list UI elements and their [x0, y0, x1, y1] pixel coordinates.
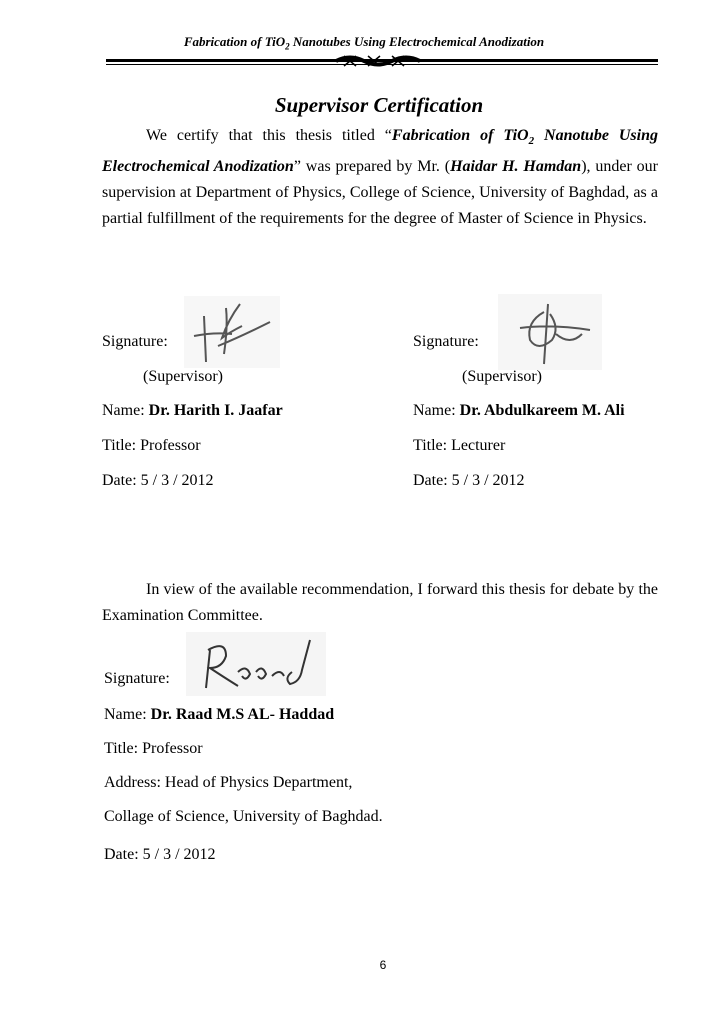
head-name: Name: Dr. Raad M.S AL- Haddad [104, 706, 335, 723]
supervisor2-role: (Supervisor) [462, 368, 542, 385]
supervisor1-role: (Supervisor) [143, 368, 223, 385]
student-name: Haidar H. Hamdan [450, 158, 582, 176]
recommendation-paragraph: In view of the available recommendation, I forward this thesis for debate by the Examination Committee. [102, 581, 658, 624]
supervisor1-name: Name: Dr. Harith I. Jaafar [102, 402, 283, 419]
supervisor2-signature-image [498, 294, 602, 370]
header-text: Fabrication of TiO [183, 34, 286, 49]
running-header [0, 34, 728, 52]
header-subscript: 2 [285, 41, 290, 52]
page-number: 6 [379, 958, 387, 972]
supervisor2-signature-label: Signature: [413, 333, 479, 350]
head-signature-label: Signature: [104, 670, 170, 687]
head-address-line2: Collage of Science, University of Baghdad. [104, 808, 383, 825]
head-address-line1: Address: Head of Physics Department, [104, 774, 353, 791]
supervisor1-signature-label: Signature: [102, 333, 168, 350]
supervisor1-title: Title: Professor [102, 437, 201, 454]
header-divider [104, 52, 660, 72]
head-title: Title: Professor [104, 740, 203, 757]
header-text-rest: Nanotubes Using Electrochemical Anodization [289, 34, 545, 49]
head-signature-image [186, 632, 326, 696]
head-date: Date: 5 / 3 / 2012 [104, 846, 216, 863]
thesis-title: Fabrication of TiO [391, 127, 529, 144]
supervisor1-signature-image [184, 296, 280, 368]
supervisor2-name: Name: Dr. Abdulkareem M. Ali [413, 402, 625, 419]
supervisor2-title: Title: Lecturer [413, 437, 506, 454]
supervisor2-date: Date: 5 / 3 / 2012 [413, 472, 525, 489]
certification-paragraph: We certify that this thesis titled “Fabrication of TiO$_2$ Nanotube Using Electrochemical Anodization” was prepared by Mr. (Haidar H. Hamdan), under our supervision at Department of Physics, College of Science, University of Baghdad, as a partial fulfillment of the requirements for the degree of Master of Science in Physics. [102, 127, 659, 228]
supervisor1-date: Date: 5 / 3 / 2012 [102, 472, 214, 489]
certification-title: Supervisor Certification [274, 93, 484, 117]
